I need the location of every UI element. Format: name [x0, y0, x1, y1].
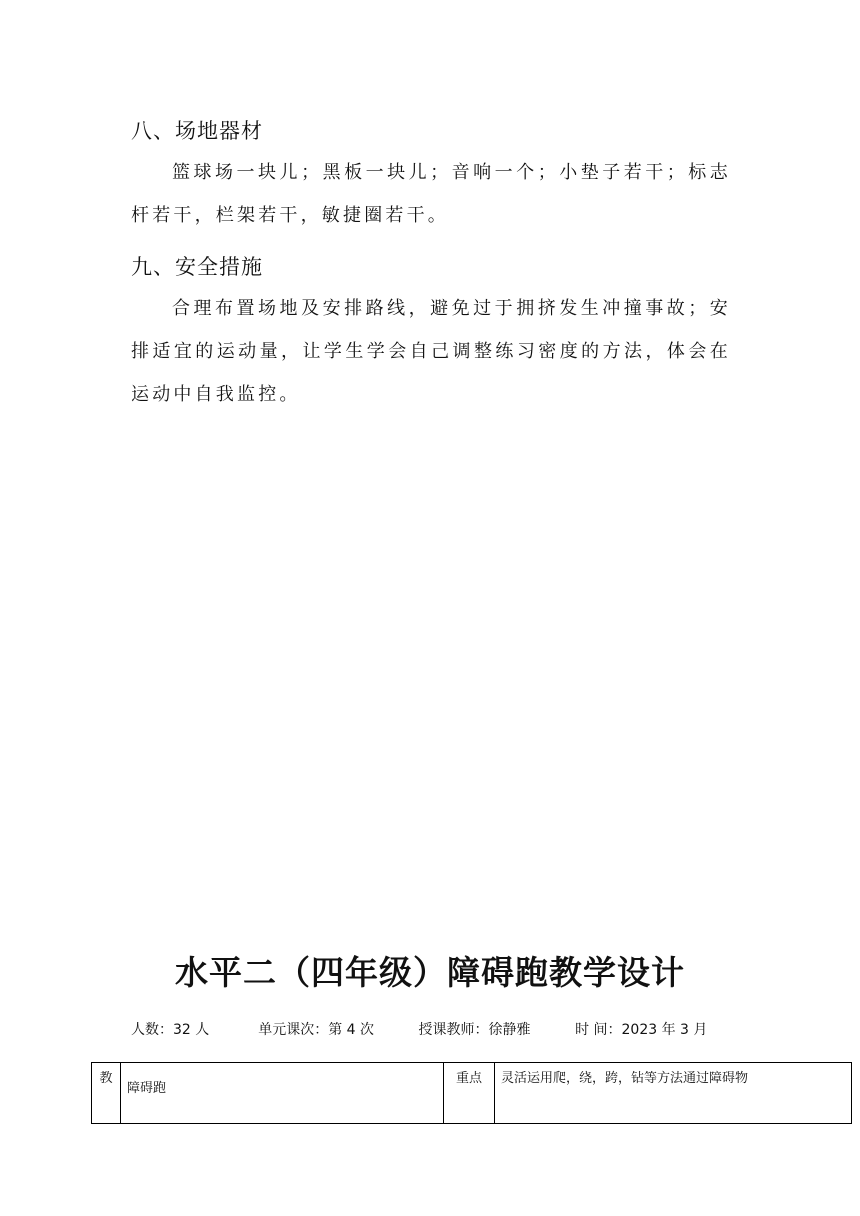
table-cell-keypoint-label: 重点 [444, 1063, 495, 1124]
table-cell-topic: 障碍跑 [121, 1063, 444, 1124]
table-cell-keypoint: 灵活运用爬，绕，跨，钻等方法通过障碍物 [495, 1063, 852, 1124]
section-8-body: 篮球场一块儿；黑板一块儿；音响一个；小垫子若干；标志杆若干，栏架若干，敏捷圈若干。 [131, 162, 731, 226]
meta-students: 人数：32 人 [131, 1022, 210, 1038]
plan-title: 水平二（四年级）障碍跑教学设计 [175, 953, 685, 992]
meta-lesson: 单元课次：第 4 次 [258, 1022, 375, 1038]
meta-teacher: 授课教师：徐静雅 [418, 1022, 531, 1038]
table-cell-teach: 教 [92, 1063, 121, 1124]
section-9-heading: 九、安全措施 [131, 255, 263, 279]
meta-time: 时 间：2023 年 3 月 [575, 1022, 708, 1038]
table-row [92, 1063, 852, 1124]
lesson-info-table [91, 1062, 852, 1124]
section-8-heading: 八、场地器材 [131, 119, 263, 143]
plan-meta [131, 1019, 731, 1041]
section-9-body: 合理布置场地及安排路线，避免过于拥挤发生冲撞事故；安排适宜的运动量，让学生学会自己调整练习密度的方法，体会在运动中自我监控。 [131, 298, 731, 405]
